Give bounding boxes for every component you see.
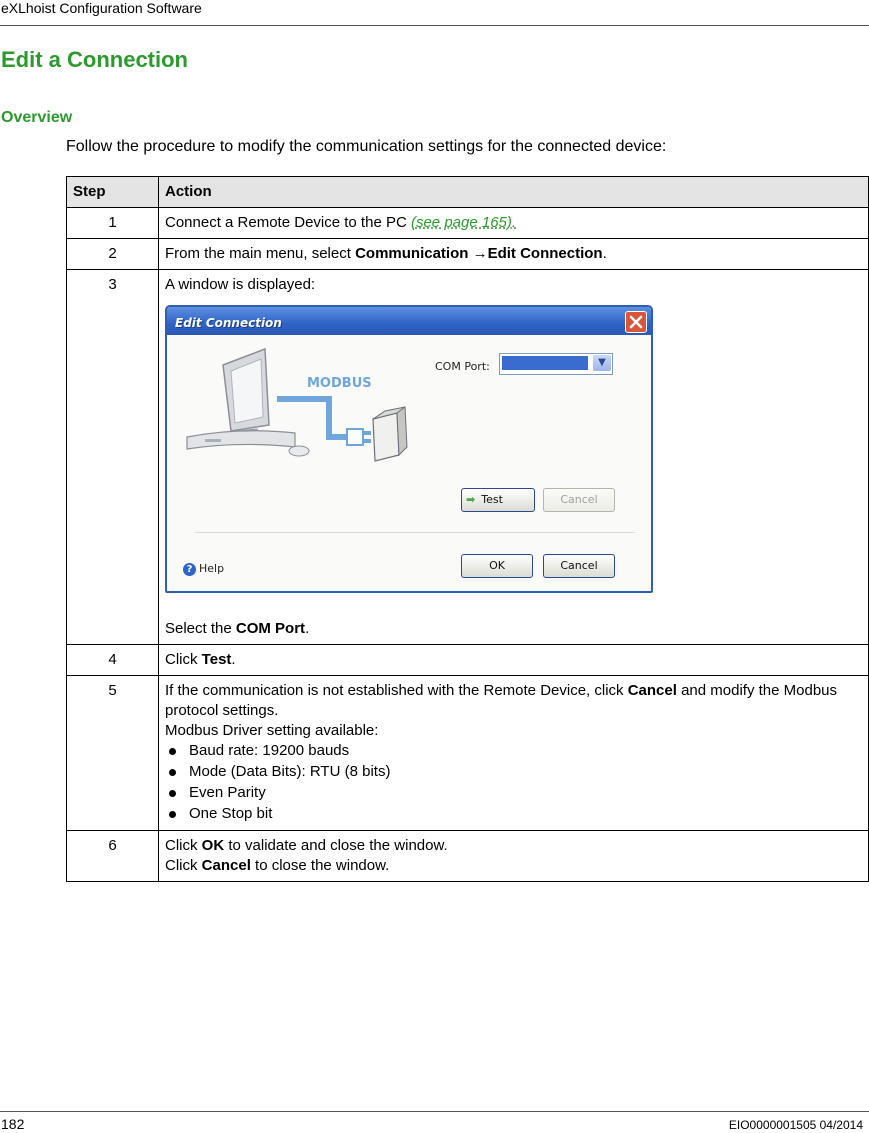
button-term: Cancel <box>201 857 251 874</box>
help-link[interactable] <box>183 559 224 579</box>
dialog-titlebar <box>167 307 651 335</box>
arrow-right-icon: ➡ <box>466 493 476 506</box>
section-heading: Overview <box>1 109 73 126</box>
step-action <box>159 270 869 645</box>
procedure-table <box>66 176 869 882</box>
help-icon: ? <box>183 563 196 576</box>
table-header-row <box>67 177 869 208</box>
list-item: Baud rate: 19200 bauds <box>165 741 862 762</box>
settings-intro: Modbus Driver setting available: <box>165 722 379 739</box>
modbus-settings-list <box>165 741 862 825</box>
header-step: Step <box>67 177 159 208</box>
running-header <box>0 0 869 26</box>
step-action <box>159 239 869 270</box>
action-paragraph <box>165 681 862 721</box>
close-icon[interactable] <box>625 311 647 333</box>
page-title: Edit a Connection <box>1 47 188 72</box>
list-item: One Stop bit <box>165 804 862 825</box>
button-term: Test <box>201 651 232 668</box>
menu-arrow: → <box>468 245 488 262</box>
action-text-end: . <box>305 620 310 637</box>
header-action: Action <box>159 177 869 208</box>
com-port-term: COM Port <box>235 620 306 637</box>
list-item: Even Parity <box>165 783 862 804</box>
table-row <box>67 676 869 831</box>
test-button-label: Test <box>481 493 503 506</box>
com-port-select[interactable] <box>499 353 613 375</box>
dialog-title: Edit Connection <box>175 316 282 330</box>
step-number: 4 <box>67 645 159 676</box>
com-port-label: COM Port: <box>435 360 490 373</box>
divider <box>195 532 635 533</box>
menu-name: Communication <box>355 245 469 262</box>
cancel-test-button[interactable]: Cancel <box>543 488 615 512</box>
table-row <box>67 270 869 645</box>
document-reference: EIO0000001505 04/2014 <box>728 1118 863 1132</box>
button-term: OK <box>201 837 225 854</box>
action-line <box>165 836 862 856</box>
action-text-end: . <box>602 245 607 262</box>
action-text: Select the <box>165 620 236 637</box>
footer-rule <box>0 1111 869 1112</box>
step-action <box>159 676 869 831</box>
action-text: A window is displayed: <box>165 276 316 293</box>
button-term: Cancel <box>627 682 677 699</box>
step-action <box>159 645 869 676</box>
action-text: Connect a Remote Device to the PC <box>165 214 411 231</box>
table-row <box>67 208 869 239</box>
action-line <box>165 856 862 876</box>
step-number: 1 <box>67 208 159 239</box>
action-text: Click <box>165 651 202 668</box>
menu-item-name: Edit Connection <box>487 245 603 262</box>
action-text: Click <box>165 857 202 874</box>
step-action <box>159 831 869 882</box>
page-ref-close: ). <box>506 214 517 231</box>
pc-modbus-device-illustration <box>179 343 429 473</box>
step-action <box>159 208 869 239</box>
page-ref-open: ( <box>410 214 416 231</box>
action-text-end: and modify the Modbus protocol settings. <box>165 682 838 719</box>
cancel-button[interactable]: Cancel <box>543 554 615 578</box>
action-text: From the main menu, select <box>165 245 356 262</box>
action-text: If the communication is not established with the Remote Device, click <box>165 682 628 699</box>
test-button[interactable] <box>461 488 535 512</box>
action-text-end: . <box>231 651 236 668</box>
modbus-label: MODBUS <box>307 376 372 391</box>
action-text: Click <box>165 837 202 854</box>
page-number: 182 <box>1 1116 25 1132</box>
action-text-end: to close the window. <box>250 857 390 874</box>
select-com-port-text <box>165 619 862 639</box>
step-number: 3 <box>67 270 159 645</box>
table-row <box>67 831 869 882</box>
table-row <box>67 645 869 676</box>
step-number: 6 <box>67 831 159 882</box>
chevron-down-icon[interactable]: ▼ <box>593 355 611 371</box>
step-number: 5 <box>67 676 159 831</box>
table-row <box>67 239 869 270</box>
edit-connection-dialog-screenshot <box>165 305 653 593</box>
running-header-title: eXLhoist Configuration Software <box>1 0 202 16</box>
ok-button[interactable]: OK <box>461 554 533 578</box>
page-reference-link[interactable]: see page 165 <box>415 214 507 231</box>
action-text-end: to validate and close the window. <box>224 837 448 854</box>
com-port-selected-value <box>502 356 588 370</box>
intro-text: Follow the procedure to modify the communication settings for the connected device: <box>66 138 667 155</box>
help-label: Help <box>199 562 225 575</box>
step-number: 2 <box>67 239 159 270</box>
dialog-body <box>167 335 651 591</box>
list-item: Mode (Data Bits): RTU (8 bits) <box>165 762 862 783</box>
